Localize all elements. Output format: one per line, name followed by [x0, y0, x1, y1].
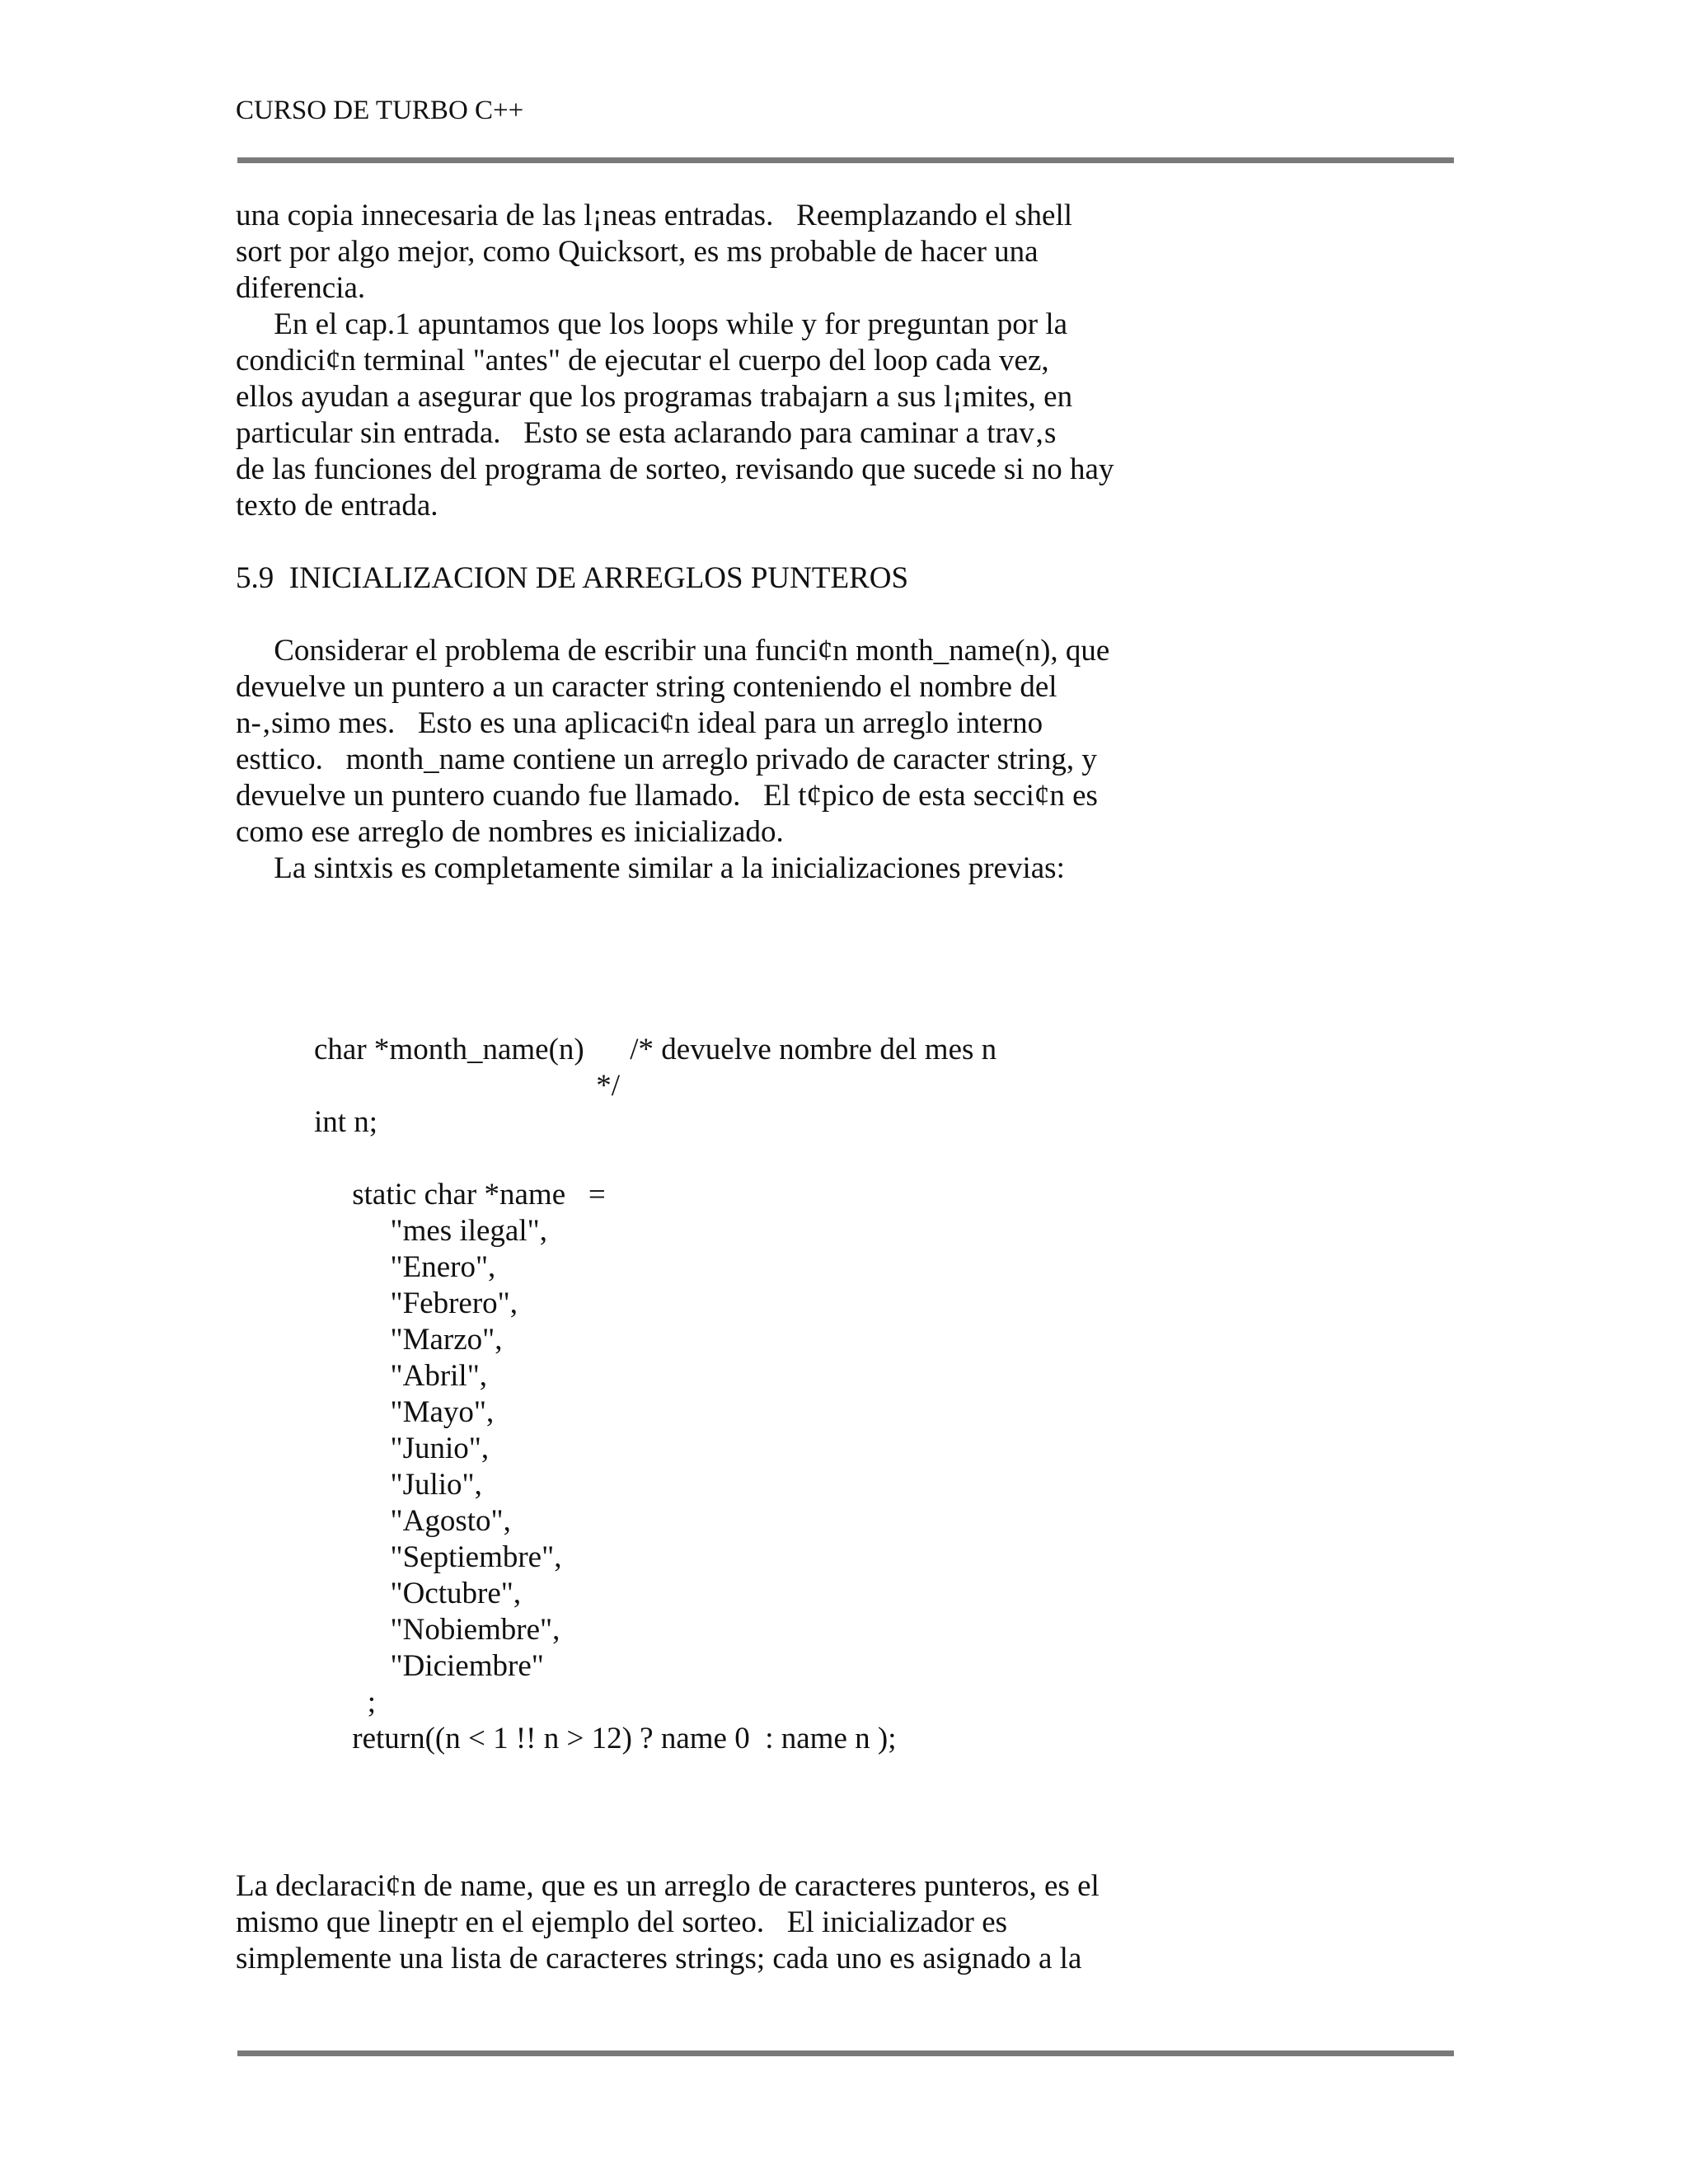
code-line: "Marzo", — [314, 1323, 503, 1357]
code-line: "Diciembre" — [314, 1649, 544, 1683]
code-line: "Abril", — [314, 1359, 488, 1393]
text-line: una copia innecesaria de las l¡neas entradas. Reemplazando el shell — [236, 199, 1073, 232]
code-line: static char *name = — [314, 1178, 606, 1212]
text-line: como ese arreglo de nombres es inicializado. — [236, 815, 784, 849]
code-line: int n; — [314, 1105, 378, 1139]
text-line: devuelve un puntero a un caracter string conteniendo el nombre del — [236, 670, 1057, 704]
code-line: return((n < 1 !! n > 12) ? name 0 : name n ); — [314, 1722, 897, 1755]
code-line: "Junio", — [314, 1432, 490, 1465]
code-line: "Febrero", — [314, 1286, 518, 1320]
code-line: "Mayo", — [314, 1395, 495, 1429]
code-line: "Octubre", — [314, 1577, 522, 1610]
text-line: ellos ayudan a asegurar que los programas trabajarn a sus l¡mites, en — [236, 380, 1073, 414]
code-line: "Agosto", — [314, 1504, 511, 1538]
text-line: esttico. month_name contiene un arreglo privado de caracter string, y — [236, 743, 1097, 776]
code-line: char *month_name(n) /* devuelve nombre del mes n — [314, 1033, 997, 1066]
section-heading: 5.9 INICIALIZACION DE ARREGLOS PUNTEROS — [236, 561, 909, 595]
page-header-title: CURSO DE TURBO C++ — [236, 96, 524, 125]
code-line: ; — [314, 1685, 377, 1719]
header-rule — [237, 157, 1454, 163]
text-line: simplemente una lista de caracteres strings; cada uno es asignado a la — [236, 1942, 1082, 1975]
code-line: "Enero", — [314, 1250, 496, 1284]
text-line: n-‚simo mes. Esto es una aplicaci¢n ideal para un arreglo interno — [236, 706, 1043, 740]
text-line: sort por algo mejor, como Quicksort, es ms probable de hacer una — [236, 235, 1039, 269]
text-line: La declaraci¢n de name, que es un arreglo de caracteres punteros, es el — [236, 1869, 1100, 1903]
text-line: mismo que lineptr en el ejemplo del sorteo. El inicializador es — [236, 1905, 1008, 1939]
code-line: "mes ilegal", — [314, 1214, 547, 1248]
text-line: particular sin entrada. Esto se esta aclarando para caminar a trav‚s — [236, 416, 1057, 450]
text-line: En el cap.1 apuntamos que los loops while y for preguntan por la — [236, 307, 1068, 341]
text-line: diferencia. — [236, 271, 366, 305]
text-line: de las funciones del programa de sorteo, revisando que sucede si no hay — [236, 452, 1114, 486]
code-line: "Septiembre", — [314, 1540, 562, 1574]
text-line: texto de entrada. — [236, 489, 438, 523]
code-line: "Nobiembre", — [314, 1613, 560, 1647]
text-line: devuelve un puntero cuando fue llamado. El t¢pico de esta secci¢n es — [236, 779, 1098, 813]
text-line: Considerar el problema de escribir una funci¢n month_name(n), que — [236, 634, 1110, 668]
text-line: La sintxis es completamente similar a la inicializaciones previas: — [236, 851, 1065, 885]
footer-rule — [237, 2050, 1454, 2056]
text-line: condici¢n terminal "antes" de ejecutar el cuerpo del loop cada vez, — [236, 344, 1049, 377]
code-line: "Julio", — [314, 1468, 482, 1502]
code-line: */ — [314, 1069, 621, 1103]
